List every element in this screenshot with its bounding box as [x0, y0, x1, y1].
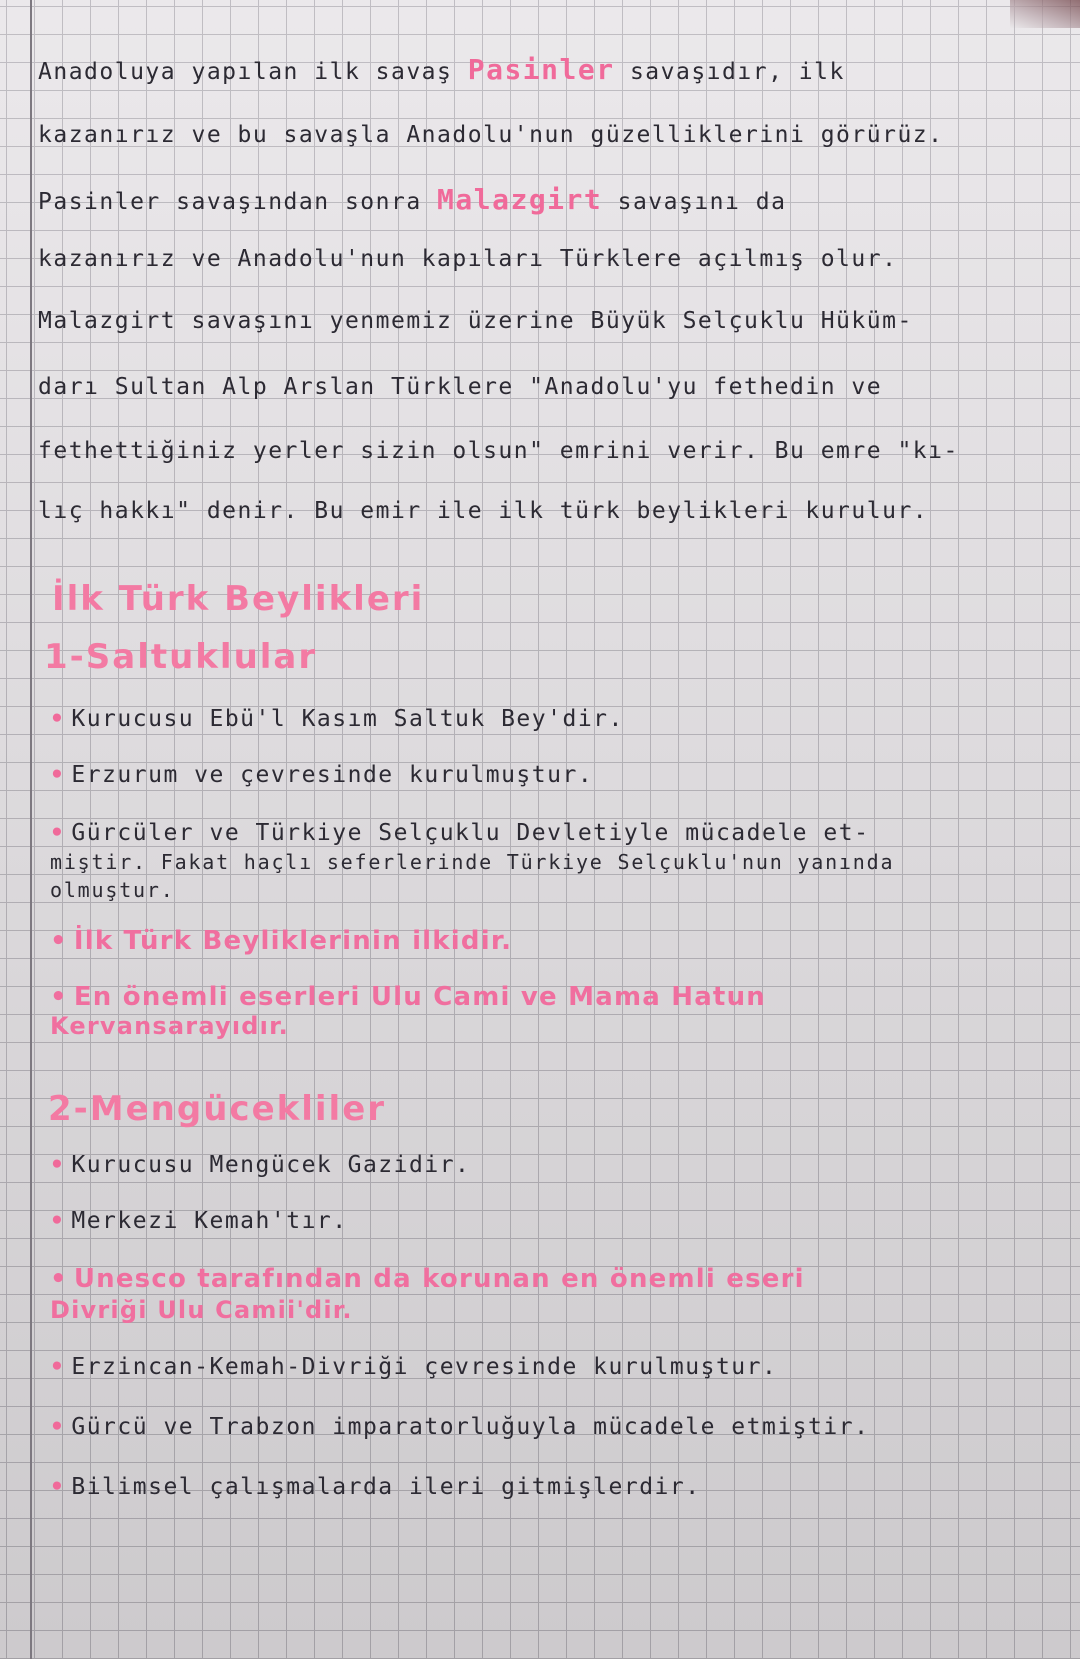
pasinler-highlight: Pasinler [467, 53, 615, 86]
intro-line-1 [38, 53, 845, 86]
bullet-dot: • [50, 1208, 66, 1234]
intro-line-8: lıç hakkı" denir. Bu emir ile ilk türk beylikleri kurulur. [38, 498, 929, 524]
bullet-dot: • [50, 1152, 66, 1178]
intro-line-7: fethettiğiniz yerler sizin olsun" emrini verir. Bu emre "kı- [38, 438, 959, 464]
intro-line-4: kazanırız ve Anadolu'nun kapıları Türklere açılmış olur. [38, 246, 898, 272]
mengucekliler-bullet-2 [50, 1210, 348, 1233]
saltuklular-bullet-1-text: Kurucusu Ebü'l Kasım Saltuk Bey'dir. [71, 706, 624, 732]
mengucekliler-bullet-2-text: Merkezi Kemah'tır. [71, 1208, 348, 1234]
bullet-dot: • [50, 1354, 66, 1380]
bullet-dot: • [50, 762, 66, 788]
section-title: İlk Türk Beylikleri [52, 579, 425, 619]
mengucekliler-bullet-3 [50, 1356, 777, 1379]
margin-line [30, 0, 32, 1659]
saltuklular-pink-note-2-text: En önemli eserleri Ulu Cami ve Mama Hatun [73, 982, 766, 1012]
saltuklular-pink-note-1-text: İlk Türk Beyliklerinin ilkidir. [73, 926, 513, 956]
mengucekliler-bullet-3-text: Erzincan-Kemah-Divriği çevresinde kurulmuştur. [71, 1354, 778, 1380]
saltuklular-bullet-1 [50, 708, 624, 731]
mengucekliler-pink-note-1-text: Unesco tarafından da korunan en önemli eseri [73, 1264, 805, 1294]
bullet-dot: • [50, 820, 66, 846]
bullet-dot: • [50, 1264, 68, 1294]
intro-line-3 [38, 183, 787, 216]
intro-line-3-a: Pasinler savaşından sonra [38, 189, 438, 215]
saltuklular-pink-note-2 [50, 984, 766, 1010]
mengucekliler-bullet-5-text: Bilimsel çalışmalarda ileri gitmişlerdir. [71, 1474, 701, 1500]
intro-line-3-c: savaşını da [602, 189, 787, 215]
saltuklular-pink-note-1 [50, 928, 512, 954]
saltuklular-bullet-3-text: Gürcüler ve Türkiye Selçuklu Devletiyle mücadele et- [71, 820, 870, 846]
mengucekliler-pink-note-1 [50, 1266, 805, 1292]
mengucekliler-bullet-5 [50, 1476, 701, 1499]
mengucekliler-bullet-1-text: Kurucusu Mengücek Gazidir. [71, 1152, 471, 1178]
malazgirt-highlight: Malazgirt [437, 183, 603, 216]
bullet-dot: • [50, 926, 68, 956]
saltuklular-bullet-2 [50, 764, 593, 787]
saltuklular-bullet-3-cont-1: miştir. Fakat haçlı seferlerinde Türkiye Selçuklu'nun yanında [50, 850, 895, 874]
mengucekliler-bullet-4 [50, 1416, 869, 1439]
mengucekliler-pink-note-1-cont: Divriği Ulu Camii'dir. [50, 1296, 353, 1324]
intro-line-1-c: savaşıdır, ilk [614, 59, 845, 85]
bullet-dot: • [50, 982, 68, 1012]
saltuklular-pink-note-2-cont: Kervansarayıdır. [50, 1012, 289, 1040]
saltuklular-bullet-3 [50, 822, 869, 845]
intro-line-1-a: Anadoluya yapılan ilk savaş [38, 59, 468, 85]
saltuklular-bullet-3-cont-2: olmuştur. [50, 878, 175, 902]
mengucekliler-bullet-1 [50, 1154, 470, 1177]
mengucekliler-bullet-4-text: Gürcü ve Trabzon imparatorluğuyla mücadele etmiştir. [71, 1414, 870, 1440]
bullet-dot: • [50, 1414, 66, 1440]
intro-line-5: Malazgirt savaşını yenmemiz üzerine Büyük Selçuklu Hüküm- [38, 308, 913, 334]
page-corner [1010, 0, 1080, 28]
saltuklular-heading: 1-Saltuklular [44, 637, 318, 677]
bullet-dot: • [50, 1474, 66, 1500]
saltuklular-bullet-2-text: Erzurum ve çevresinde kurulmuştur. [71, 762, 594, 788]
intro-line-2: kazanırız ve bu savaşla Anadolu'nun güzelliklerini görürüz. [38, 122, 944, 148]
bullet-dot: • [50, 706, 66, 732]
intro-line-6: darı Sultan Alp Arslan Türklere "Anadolu'yu fethedin ve [38, 374, 883, 400]
mengucekliler-heading: 2-Mengücekliler [48, 1089, 387, 1129]
